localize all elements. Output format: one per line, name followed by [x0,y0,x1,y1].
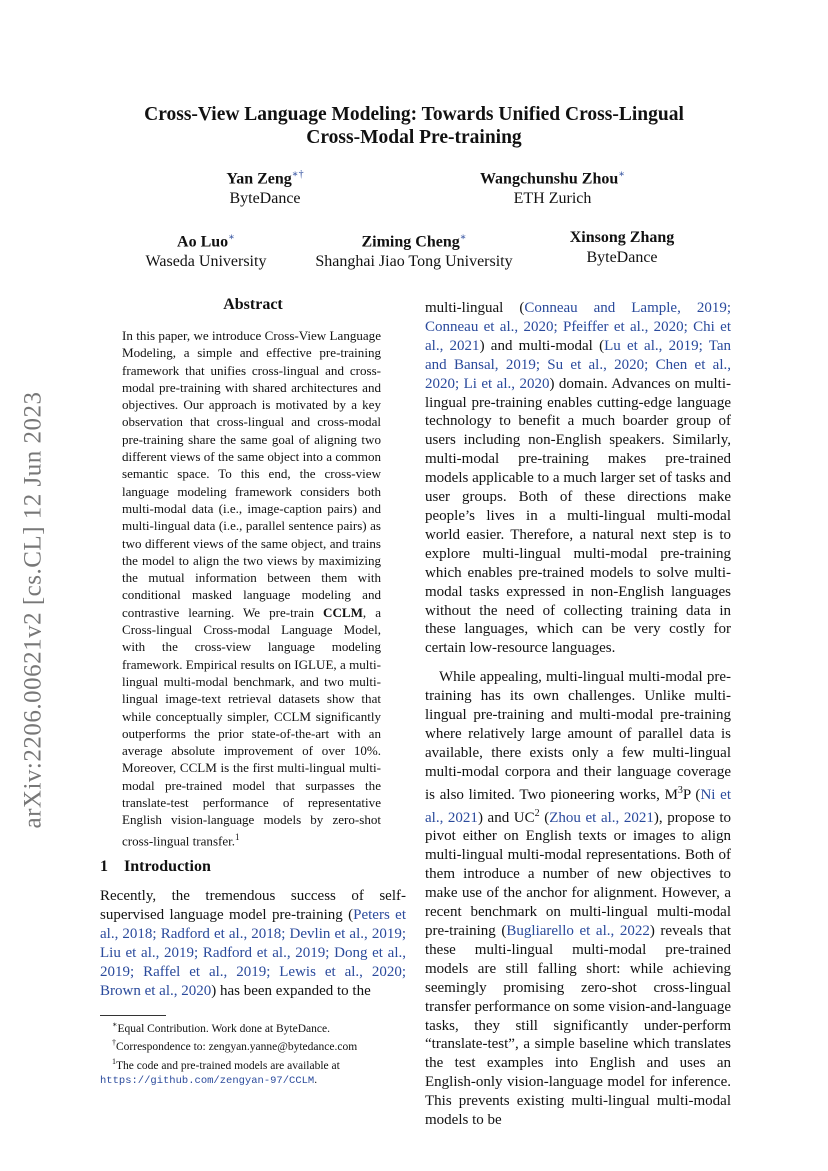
text-run: Recently, the tremendous success of self-supervised language model pre-training ( [100,888,406,923]
text-run: While appealing, multi-lingual multi-modal pre-training has its own challenges. Unlike multi-lingual pre-training and multi-modal pre-training where relatively large amount of parallel data is available, there exists only a few multi-lingual multi-modal corpora and their language coverage is also limited. Two pioneering works, M [425,669,731,803]
author-affiliation: ByteDance [586,249,658,266]
text-run: ) and multi-modal ( [479,337,605,354]
text-run: P ( [682,786,701,803]
author-block-3 [126,228,286,272]
footnote-mark: ∗ [112,1020,118,1029]
footnote-text: The code and pre-trained models are available at [116,1059,340,1072]
author-block-1 [200,165,330,209]
footnote-divider [100,1015,166,1016]
abstract-body [122,327,381,849]
abstract-text: In this paper, we introduce Cross-View Language Modeling, a simple and effective pre-training framework that unifies cross-lingual and cross-modal pre-training with shared architectures and objectives. Our approach is motivated by a key observation that cross-lingual and cross-modal pre-training share the same goal of aligning two different views of the same object into a common semantic space. To this end, the cross-view language modeling framework considers both multi-modal data (i.e., image-caption pairs) and multi-lingual data (i.e., parallel sentence pairs) as two different views of the same object, and trains the model to align the two views by maximizing the mutual information between them with conditional masked language modeling and contrastive learning. We pre-train [122,328,381,620]
citation-link[interactable]: Peters et al., 2018; Radford et al., 2018; Devlin et al., 2019; Liu et al., 2019; Radford et al., 2019; Dong et al., 2019; Raffel et al., 2019; Lewis et al., 2020; Brown et al., 2020 [100,906,406,999]
citation-link[interactable]: Lu et al., 2019; Tan and Bansal, 2019; Su et al., 2020; Chen et al., 2020; Li et al., 2020 [425,337,731,392]
superscript: 3 [677,784,683,796]
text-run: multi-lingual ( [425,300,525,316]
title-line-1: Cross-View Language Modeling: Towards Unified Cross-Lingual [144,104,684,125]
author-name: Yan Zeng [226,170,292,188]
section-title: Introduction [124,858,211,875]
arxiv-identifier [16,370,52,850]
author-block-2 [455,165,650,209]
footnote-1 [100,1018,406,1036]
model-name: CCLM [323,604,363,620]
author-affiliation: Shanghai Jiao Tong University [315,253,513,271]
paper-title [100,103,728,149]
abstract-text-cont: , a Cross-lingual Cross-modal Language Model, with the cross-view language modeling framework. Empirical results on IGLUE, a multi-lingual multi-modal benchmark, and two multi-lingual image-text retrieval datasets show that while conceptually simpler, CCLM significantly outperforms the prior state-of-the-art with an average absolute improvement of over 10%. Moreover, CCLM is the first multi-lingual multi-modal pre-trained model that surpasses the translate-test performance of representative English vision-language models by zero-shot cross-lingual transfer. [122,604,381,848]
footnote-3 [100,1055,406,1089]
arxiv-identifier-text: arXiv:2206.00621v2 [cs.CL] 12 Jun 2023 [20,391,47,829]
author-name: Xinsong Zhang [569,229,675,246]
citation-link[interactable]: Bugliarello et al., 2022 [506,923,650,939]
author-block-5 [552,228,692,268]
right-column-text [425,299,731,1140]
superscript: 2 [534,807,540,819]
footnote-mark: † [112,1038,116,1048]
text-run: ) domain. Advances on multi-lingual pre-training enables cutting-edge language technology to benefit a much boarder group of users including non-English speakers. Similarly, multi-modal pre-training makes pre-trained models applicable to a much larger set of tasks and user groups. Both of these directions make people’s lives in a multi-lingual multi-modal world easier. Therefore, a natural next step is to explore multi-lingual multi-modal pre-training which enables pre-trained models to solve multi-modal tasks expressed in non-English languages without the need of collecting training data in these languages, which can be very costly for certain low-resource languages. [425,375,731,657]
code-url-link[interactable]: https://github.com/zengyan-97/CCLM [100,1074,315,1087]
footnote-text: Correspondence to: zengyan.yanne@bytedance.com [116,1041,358,1054]
author-mark: ∗† [291,169,304,180]
author-affiliation: ByteDance [229,190,301,208]
title-line-2: Cross-Modal Pre-training [306,127,522,148]
text-run: ), propose to pivot either on English texts or images to align multi-lingual multi-modal representations. Both of them introduce a number of new objectives to make use of the anchor for alignment. However, a recent benchmark on multi-lingual multi-modal pre-training ( [425,809,732,939]
footnote-text: Equal Contribution. Work done at ByteDance. [117,1022,330,1035]
paragraph-1 [425,299,731,658]
footnote-text: . [314,1073,318,1086]
author-block-4 [300,228,528,272]
citation-link[interactable]: Zhou et al., 2021 [549,809,654,826]
footnote-mark: 1 [112,1056,116,1066]
author-name: Ziming Cheng [361,233,460,251]
author-mark: ∗ [459,232,467,243]
text-run: ( [539,809,550,826]
section-number: 1 [100,858,108,875]
abstract-heading: Abstract [223,296,283,313]
citation-link[interactable]: Conneau and Lample, 2019; Conneau et al., 2020; Pfeiffer et al., 2020; Chi et al., 2021 [425,300,731,354]
footnotes [100,1018,406,1088]
text-run: ) reveals that these multi-lingual multi-modal pre-trained models are still falling short: while achieving seemingly promising zero-shot cross-lingual transfer performance on some vision-and-language tasks, they still significantly under-perform “translate-test”, a simple baseline which translates the test examples into English and uses an English-only vision-language model for inference. This prevents existing multi-lingual multi-modal models to be [425,923,731,1129]
author-name: Ao Luo [177,233,229,251]
author-name: Wangchunshu Zhou [479,170,619,188]
text-run: ) and UC [477,809,535,826]
section-heading [100,858,211,876]
footnote-ref[interactable]: 1 [235,831,240,842]
paragraph-2 [425,668,731,1130]
author-mark: ∗ [228,232,235,243]
left-column-text [100,887,406,1010]
footnote-2 [100,1036,406,1054]
citation-link[interactable]: Ni et al., 2021 [425,786,731,826]
author-affiliation: ETH Zurich [513,190,592,208]
text-run: ) has been expanded to the [211,982,371,999]
author-mark: ∗ [618,169,626,180]
intro-paragraph [100,887,406,1000]
author-affiliation: Waseda University [145,253,267,271]
